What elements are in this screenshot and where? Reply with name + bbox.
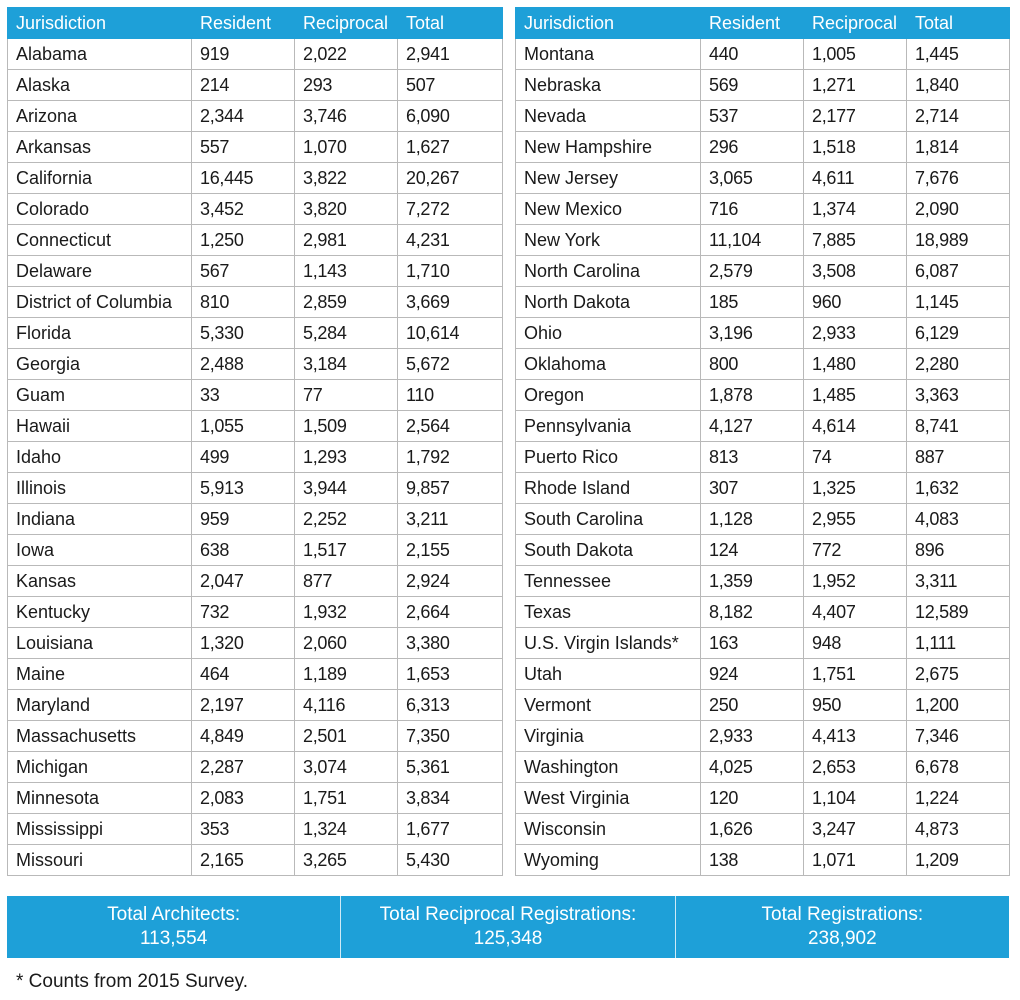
resident-cell: 214	[192, 70, 295, 101]
resident-cell: 800	[701, 349, 804, 380]
total-cell: 6,090	[398, 101, 503, 132]
reciprocal-cell: 3,822	[295, 163, 398, 194]
table-row	[8, 163, 503, 194]
reciprocal-cell: 5,284	[295, 318, 398, 349]
total-cell: 7,272	[398, 194, 503, 225]
reciprocal-cell: 1,518	[804, 132, 907, 163]
table-row	[8, 783, 503, 814]
reciprocal-cell: 772	[804, 535, 907, 566]
table-row	[8, 442, 503, 473]
jurisdiction-cell: Kentucky	[8, 597, 192, 628]
jurisdiction-cell: Virginia	[516, 721, 701, 752]
totals-bar	[7, 896, 1009, 958]
table-row	[516, 535, 1010, 566]
reciprocal-cell: 3,508	[804, 256, 907, 287]
resident-cell: 296	[701, 132, 804, 163]
total-cell: 2,155	[398, 535, 503, 566]
footnote: * Counts from 2015 Survey.	[16, 971, 248, 992]
jurisdiction-cell: Connecticut	[8, 225, 192, 256]
table-row	[516, 101, 1010, 132]
resident-cell: 4,849	[192, 721, 295, 752]
registrations-table-left	[7, 7, 503, 876]
table-row	[516, 597, 1010, 628]
total-cell: 2,675	[907, 659, 1010, 690]
resident-cell: 2,287	[192, 752, 295, 783]
reciprocal-cell: 1,271	[804, 70, 907, 101]
reciprocal-cell: 2,501	[295, 721, 398, 752]
resident-cell: 2,488	[192, 349, 295, 380]
jurisdiction-cell: Massachusetts	[8, 721, 192, 752]
jurisdiction-cell: Mississippi	[8, 814, 192, 845]
total-cell: 18,989	[907, 225, 1010, 256]
resident-cell: 569	[701, 70, 804, 101]
total-cell: 6,678	[907, 752, 1010, 783]
resident-cell: 716	[701, 194, 804, 225]
reciprocal-cell: 1,517	[295, 535, 398, 566]
resident-cell: 2,165	[192, 845, 295, 876]
resident-cell: 2,197	[192, 690, 295, 721]
jurisdiction-cell: North Dakota	[516, 287, 701, 318]
table-row	[516, 690, 1010, 721]
resident-cell: 1,128	[701, 504, 804, 535]
table-row	[8, 659, 503, 690]
total-cell: 7,676	[907, 163, 1010, 194]
reciprocal-cell: 1,932	[295, 597, 398, 628]
resident-cell: 2,047	[192, 566, 295, 597]
resident-cell: 4,127	[701, 411, 804, 442]
table-header-row	[516, 8, 1010, 39]
table-row	[516, 411, 1010, 442]
jurisdiction-cell: South Dakota	[516, 535, 701, 566]
total-cell: 1,445	[907, 39, 1010, 70]
table-row	[516, 318, 1010, 349]
reciprocal-cell: 3,746	[295, 101, 398, 132]
total-cell: 1,792	[398, 442, 503, 473]
header-reciprocal: Reciprocal	[804, 8, 907, 39]
reciprocal-cell: 1,143	[295, 256, 398, 287]
jurisdiction-cell: Delaware	[8, 256, 192, 287]
total-reciprocal	[340, 896, 674, 958]
jurisdiction-cell: Kansas	[8, 566, 192, 597]
total-cell: 2,924	[398, 566, 503, 597]
total-cell: 3,363	[907, 380, 1010, 411]
resident-cell: 919	[192, 39, 295, 70]
resident-cell: 163	[701, 628, 804, 659]
resident-cell: 567	[192, 256, 295, 287]
reciprocal-cell: 960	[804, 287, 907, 318]
header-jurisdiction: Jurisdiction	[516, 8, 701, 39]
reciprocal-cell: 74	[804, 442, 907, 473]
reciprocal-cell: 1,324	[295, 814, 398, 845]
reciprocal-cell: 950	[804, 690, 907, 721]
jurisdiction-cell: Vermont	[516, 690, 701, 721]
table-row	[8, 101, 503, 132]
table-row	[8, 318, 503, 349]
reciprocal-cell: 3,184	[295, 349, 398, 380]
jurisdiction-cell: Iowa	[8, 535, 192, 566]
jurisdiction-cell: Tennessee	[516, 566, 701, 597]
total-cell: 7,350	[398, 721, 503, 752]
jurisdiction-cell: Alabama	[8, 39, 192, 70]
jurisdiction-cell: Idaho	[8, 442, 192, 473]
resident-cell: 2,579	[701, 256, 804, 287]
jurisdiction-cell: Michigan	[8, 752, 192, 783]
resident-cell: 924	[701, 659, 804, 690]
jurisdiction-cell: Puerto Rico	[516, 442, 701, 473]
jurisdiction-cell: Maryland	[8, 690, 192, 721]
header-jurisdiction: Jurisdiction	[8, 8, 192, 39]
table-row	[516, 380, 1010, 411]
table-row	[8, 411, 503, 442]
table-row	[8, 504, 503, 535]
total-cell: 10,614	[398, 318, 503, 349]
jurisdiction-cell: Georgia	[8, 349, 192, 380]
reciprocal-cell: 1,071	[804, 845, 907, 876]
table-row	[516, 349, 1010, 380]
resident-cell: 353	[192, 814, 295, 845]
table-row	[8, 39, 503, 70]
jurisdiction-cell: Utah	[516, 659, 701, 690]
reciprocal-cell: 948	[804, 628, 907, 659]
table-row	[516, 566, 1010, 597]
header-resident: Resident	[192, 8, 295, 39]
resident-cell: 2,344	[192, 101, 295, 132]
jurisdiction-cell: Arizona	[8, 101, 192, 132]
table-row	[8, 814, 503, 845]
jurisdiction-cell: Alaska	[8, 70, 192, 101]
resident-cell: 250	[701, 690, 804, 721]
reciprocal-cell: 2,653	[804, 752, 907, 783]
total-cell: 3,380	[398, 628, 503, 659]
total-cell: 1,209	[907, 845, 1010, 876]
header-total: Total	[907, 8, 1010, 39]
jurisdiction-cell: Missouri	[8, 845, 192, 876]
jurisdiction-cell: Oklahoma	[516, 349, 701, 380]
table-row	[516, 442, 1010, 473]
resident-cell: 3,452	[192, 194, 295, 225]
total-cell: 4,083	[907, 504, 1010, 535]
resident-cell: 813	[701, 442, 804, 473]
reciprocal-cell: 4,614	[804, 411, 907, 442]
reciprocal-cell: 2,060	[295, 628, 398, 659]
total-cell: 1,840	[907, 70, 1010, 101]
jurisdiction-cell: Washington	[516, 752, 701, 783]
jurisdiction-cell: Rhode Island	[516, 473, 701, 504]
resident-cell: 1,878	[701, 380, 804, 411]
total-cell: 1,710	[398, 256, 503, 287]
table-row	[8, 721, 503, 752]
reciprocal-cell: 1,374	[804, 194, 907, 225]
resident-cell: 3,196	[701, 318, 804, 349]
reciprocal-cell: 3,074	[295, 752, 398, 783]
total-registrations-label: Total Registrations:	[761, 904, 924, 925]
table-row	[8, 70, 503, 101]
resident-cell: 8,182	[701, 597, 804, 628]
jurisdiction-cell: Pennsylvania	[516, 411, 701, 442]
header-total: Total	[398, 8, 503, 39]
reciprocal-cell: 2,252	[295, 504, 398, 535]
table-row	[516, 225, 1010, 256]
total-cell: 6,087	[907, 256, 1010, 287]
total-cell: 6,313	[398, 690, 503, 721]
table-row	[516, 628, 1010, 659]
jurisdiction-cell: Hawaii	[8, 411, 192, 442]
total-cell: 2,941	[398, 39, 503, 70]
resident-cell: 120	[701, 783, 804, 814]
total-cell: 1,677	[398, 814, 503, 845]
resident-cell: 185	[701, 287, 804, 318]
header-resident: Resident	[701, 8, 804, 39]
reciprocal-cell: 1,189	[295, 659, 398, 690]
reciprocal-cell: 2,022	[295, 39, 398, 70]
reciprocal-cell: 2,981	[295, 225, 398, 256]
total-cell: 2,664	[398, 597, 503, 628]
table-row	[516, 473, 1010, 504]
resident-cell: 1,055	[192, 411, 295, 442]
reciprocal-cell: 1,509	[295, 411, 398, 442]
table-row	[516, 256, 1010, 287]
reciprocal-cell: 2,933	[804, 318, 907, 349]
reciprocal-cell: 77	[295, 380, 398, 411]
table-row	[8, 194, 503, 225]
table-row	[8, 566, 503, 597]
total-cell: 4,231	[398, 225, 503, 256]
table-row	[8, 380, 503, 411]
total-cell: 2,714	[907, 101, 1010, 132]
total-cell: 3,834	[398, 783, 503, 814]
table-row	[8, 287, 503, 318]
total-cell: 7,346	[907, 721, 1010, 752]
table-row	[8, 256, 503, 287]
reciprocal-cell: 7,885	[804, 225, 907, 256]
resident-cell: 557	[192, 132, 295, 163]
resident-cell: 1,359	[701, 566, 804, 597]
jurisdiction-cell: Texas	[516, 597, 701, 628]
resident-cell: 499	[192, 442, 295, 473]
total-cell: 887	[907, 442, 1010, 473]
resident-cell: 1,626	[701, 814, 804, 845]
table-row	[8, 752, 503, 783]
jurisdiction-cell: South Carolina	[516, 504, 701, 535]
table-row	[516, 721, 1010, 752]
reciprocal-cell: 877	[295, 566, 398, 597]
reciprocal-cell: 1,751	[804, 659, 907, 690]
jurisdiction-cell: Arkansas	[8, 132, 192, 163]
total-cell: 1,224	[907, 783, 1010, 814]
reciprocal-cell: 1,480	[804, 349, 907, 380]
reciprocal-cell: 3,265	[295, 845, 398, 876]
total-reciprocal-label: Total Reciprocal Registrations:	[379, 904, 637, 925]
resident-cell: 537	[701, 101, 804, 132]
reciprocal-cell: 1,005	[804, 39, 907, 70]
total-cell: 20,267	[398, 163, 503, 194]
table-row	[8, 628, 503, 659]
total-cell: 8,741	[907, 411, 1010, 442]
total-architects-label: Total Architects:	[107, 904, 241, 925]
table-row	[8, 535, 503, 566]
jurisdiction-cell: Wyoming	[516, 845, 701, 876]
reciprocal-cell: 4,611	[804, 163, 907, 194]
reciprocal-cell: 1,104	[804, 783, 907, 814]
header-reciprocal: Reciprocal	[295, 8, 398, 39]
reciprocal-cell: 4,407	[804, 597, 907, 628]
table-row	[8, 690, 503, 721]
resident-cell: 959	[192, 504, 295, 535]
reciprocal-cell: 1,070	[295, 132, 398, 163]
jurisdiction-cell: Montana	[516, 39, 701, 70]
table-row	[516, 70, 1010, 101]
resident-cell: 5,330	[192, 318, 295, 349]
reciprocal-cell: 293	[295, 70, 398, 101]
resident-cell: 5,913	[192, 473, 295, 504]
table-row	[516, 845, 1010, 876]
reciprocal-cell: 3,944	[295, 473, 398, 504]
table-row	[516, 504, 1010, 535]
table-row	[516, 752, 1010, 783]
total-cell: 1,627	[398, 132, 503, 163]
jurisdiction-cell: Colorado	[8, 194, 192, 225]
table-row	[8, 597, 503, 628]
reciprocal-cell: 1,751	[295, 783, 398, 814]
reciprocal-cell: 1,952	[804, 566, 907, 597]
table-body-right	[516, 39, 1010, 876]
reciprocal-cell: 1,293	[295, 442, 398, 473]
jurisdiction-cell: Florida	[8, 318, 192, 349]
jurisdiction-cell: Illinois	[8, 473, 192, 504]
jurisdiction-cell: Louisiana	[8, 628, 192, 659]
total-cell: 3,311	[907, 566, 1010, 597]
jurisdiction-cell: District of Columbia	[8, 287, 192, 318]
resident-cell: 2,083	[192, 783, 295, 814]
jurisdiction-cell: Ohio	[516, 318, 701, 349]
total-cell: 9,857	[398, 473, 503, 504]
reciprocal-cell: 2,177	[804, 101, 907, 132]
resident-cell: 1,250	[192, 225, 295, 256]
resident-cell: 138	[701, 845, 804, 876]
reciprocal-cell: 1,485	[804, 380, 907, 411]
table-row	[8, 845, 503, 876]
reciprocal-cell: 4,413	[804, 721, 907, 752]
resident-cell: 638	[192, 535, 295, 566]
reciprocal-cell: 2,859	[295, 287, 398, 318]
total-cell: 2,090	[907, 194, 1010, 225]
table-row	[516, 39, 1010, 70]
jurisdiction-cell: West Virginia	[516, 783, 701, 814]
total-cell: 4,873	[907, 814, 1010, 845]
table-body-left	[8, 39, 503, 876]
total-cell: 2,564	[398, 411, 503, 442]
table-row	[516, 783, 1010, 814]
resident-cell: 4,025	[701, 752, 804, 783]
total-cell: 3,211	[398, 504, 503, 535]
total-cell: 5,361	[398, 752, 503, 783]
total-cell: 2,280	[907, 349, 1010, 380]
table-row	[8, 349, 503, 380]
jurisdiction-cell: Indiana	[8, 504, 192, 535]
resident-cell: 33	[192, 380, 295, 411]
resident-cell: 307	[701, 473, 804, 504]
resident-cell: 440	[701, 39, 804, 70]
table-row	[516, 659, 1010, 690]
reciprocal-cell: 3,820	[295, 194, 398, 225]
total-cell: 5,672	[398, 349, 503, 380]
total-cell: 6,129	[907, 318, 1010, 349]
jurisdiction-cell: North Carolina	[516, 256, 701, 287]
total-cell: 1,111	[907, 628, 1010, 659]
table-row	[8, 132, 503, 163]
jurisdiction-cell: Wisconsin	[516, 814, 701, 845]
reciprocal-cell: 1,325	[804, 473, 907, 504]
total-cell: 5,430	[398, 845, 503, 876]
total-registrations-value: 238,902	[807, 928, 877, 949]
jurisdiction-cell: California	[8, 163, 192, 194]
jurisdiction-cell: New York	[516, 225, 701, 256]
jurisdiction-cell: Nevada	[516, 101, 701, 132]
resident-cell: 732	[192, 597, 295, 628]
table-row	[8, 473, 503, 504]
total-cell: 1,814	[907, 132, 1010, 163]
total-cell: 12,589	[907, 597, 1010, 628]
resident-cell: 464	[192, 659, 295, 690]
resident-cell: 16,445	[192, 163, 295, 194]
jurisdiction-cell: U.S. Virgin Islands*	[516, 628, 701, 659]
resident-cell: 2,933	[701, 721, 804, 752]
reciprocal-cell: 2,955	[804, 504, 907, 535]
total-cell: 1,200	[907, 690, 1010, 721]
table-row	[516, 287, 1010, 318]
jurisdiction-cell: New Hampshire	[516, 132, 701, 163]
total-reciprocal-value: 125,348	[473, 928, 543, 949]
total-cell: 896	[907, 535, 1010, 566]
table-row	[516, 814, 1010, 845]
resident-cell: 1,320	[192, 628, 295, 659]
reciprocal-cell: 4,116	[295, 690, 398, 721]
resident-cell: 124	[701, 535, 804, 566]
resident-cell: 11,104	[701, 225, 804, 256]
total-cell: 110	[398, 380, 503, 411]
total-architects-value: 113,554	[140, 928, 208, 949]
jurisdiction-cell: Maine	[8, 659, 192, 690]
total-architects	[7, 896, 340, 958]
jurisdiction-cell: Guam	[8, 380, 192, 411]
total-cell: 3,669	[398, 287, 503, 318]
jurisdiction-cell: New Mexico	[516, 194, 701, 225]
total-cell: 1,653	[398, 659, 503, 690]
resident-cell: 3,065	[701, 163, 804, 194]
table-row	[8, 225, 503, 256]
table-header-row	[8, 8, 503, 39]
jurisdiction-cell: New Jersey	[516, 163, 701, 194]
jurisdiction-cell: Oregon	[516, 380, 701, 411]
jurisdiction-cell: Nebraska	[516, 70, 701, 101]
total-cell: 1,632	[907, 473, 1010, 504]
total-cell: 1,145	[907, 287, 1010, 318]
reciprocal-cell: 3,247	[804, 814, 907, 845]
registrations-table-right	[515, 7, 1010, 876]
table-row	[516, 163, 1010, 194]
jurisdiction-cell: Minnesota	[8, 783, 192, 814]
resident-cell: 810	[192, 287, 295, 318]
total-cell: 507	[398, 70, 503, 101]
total-registrations	[675, 896, 1009, 958]
table-row	[516, 194, 1010, 225]
table-row	[516, 132, 1010, 163]
